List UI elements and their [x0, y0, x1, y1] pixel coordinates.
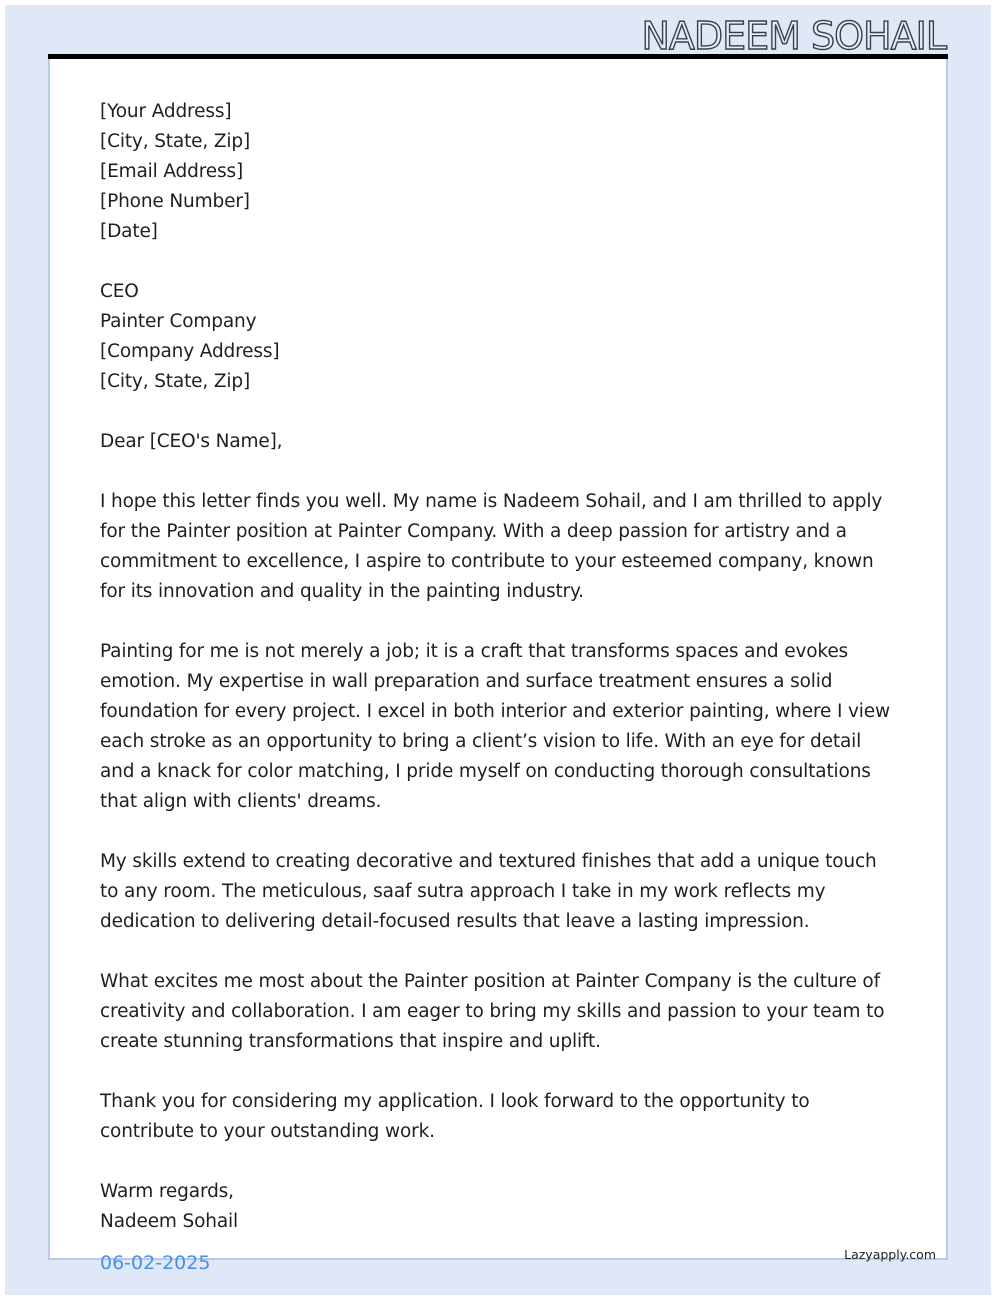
- salutation: Dear [CEO's Name],: [100, 431, 283, 452]
- sender-date: [Date]: [100, 221, 158, 242]
- sender-address: [Your Address]: [100, 101, 232, 122]
- paragraph-intro: I hope this letter finds you well. My name is Nadeem Sohail, and I am thrilled to apply for the Painter position at Painter Company. With a deep passion for artistry and a commitment to excellence, I aspire to contribute to your esteemed company, known for its innovation and quality in the painting industry.: [100, 491, 883, 602]
- paragraph-motivation: What excites me most about the Painter position at Painter Company is the culture of creativity and collaboration. I am eager to bring my skills and passion to your team to create stunning transformations that inspire and uplift.: [100, 971, 885, 1052]
- sender-phone: [Phone Number]: [100, 191, 250, 212]
- header-name: NADEEM SOHAIL: [641, 14, 946, 58]
- recipient-title: CEO: [100, 281, 139, 302]
- sender-block: [100, 97, 900, 247]
- recipient-address: [Company Address]: [100, 341, 280, 362]
- closing-block: [100, 1177, 900, 1237]
- signature-name: Nadeem Sohail: [100, 1211, 239, 1232]
- closing-regards: Warm regards,: [100, 1181, 234, 1202]
- recipient-city-state-zip: [City, State, Zip]: [100, 371, 251, 392]
- paragraph-thanks: Thank you for considering my application. I look forward to the opportunity to contribute to your outstanding work.: [100, 1091, 810, 1142]
- letter-body: [100, 97, 900, 1237]
- recipient-company: Painter Company: [100, 311, 257, 332]
- recipient-block: [100, 277, 900, 397]
- sender-email: [Email Address]: [100, 161, 244, 182]
- footer-date: 06-02-2025: [100, 1252, 211, 1274]
- paragraph-expertise: Painting for me is not merely a job; it is a craft that transforms spaces and evokes emotion. My expertise in wall preparation and surface treatment ensures a solid foundation for every project. I excel in both interior and exterior painting, where I view each stroke as an opportunity to bring a client’s vision to life. With an eye for detail and a knack for color matching, I pride myself on conducting thorough consultations that align with clients' dreams.: [100, 641, 891, 812]
- sender-city-state-zip: [City, State, Zip]: [100, 131, 251, 152]
- paragraph-skills: My skills extend to creating decorative and textured finishes that add a unique touch to any room. The meticulous, saaf sutra approach I take in my work reflects my dedication to delivering detail-focused results that leave a lasting impression.: [100, 851, 877, 932]
- brand-link[interactable]: Lazyapply.com: [844, 1247, 936, 1262]
